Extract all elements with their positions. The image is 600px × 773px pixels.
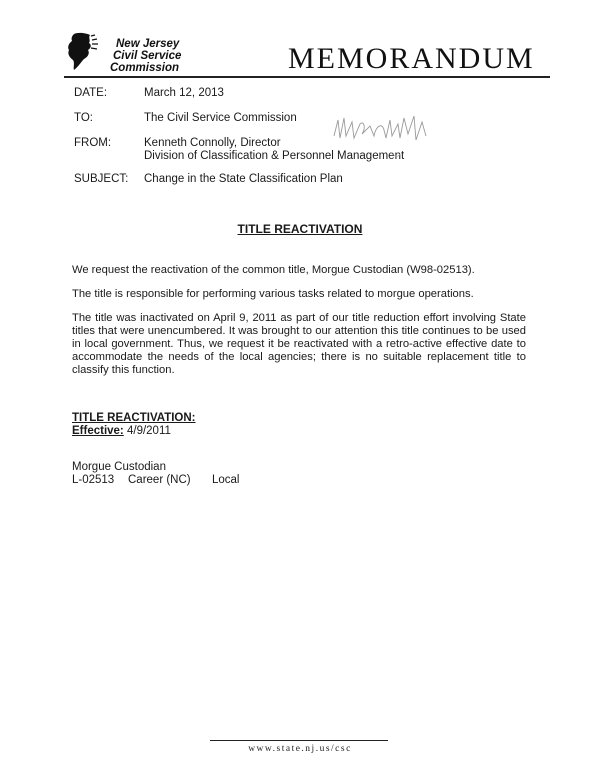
title-class: Career (NC) (128, 474, 191, 486)
paragraph-request: We request the reactivation of the common title, Morgue Custodian (W98-02513). (72, 264, 475, 276)
title-code-row (72, 473, 240, 487)
to-label: TO: (74, 112, 93, 124)
title-jurisdiction: Local (212, 474, 240, 486)
footer-divider (210, 740, 388, 741)
subject-label: SUBJECT: (74, 173, 129, 185)
effective-label: Effective: (72, 425, 124, 437)
subject-value: Change in the State Classification Plan (144, 173, 343, 185)
from-label: FROM: (74, 137, 112, 149)
header-divider (64, 76, 550, 78)
handwritten-signature (330, 112, 440, 164)
date-value: March 12, 2013 (144, 87, 224, 99)
effective-line (72, 424, 171, 438)
from-value-division: Division of Classification & Personnel Management (144, 150, 405, 162)
from-value-name: Kenneth Connolly, Director (144, 137, 281, 149)
effective-date: 4/9/2011 (123, 425, 171, 437)
title-code: L-02513 (72, 474, 115, 486)
org-name-line1: New Jersey (116, 38, 180, 50)
org-name (110, 38, 181, 74)
to-value: The Civil Service Commission (144, 112, 297, 124)
footer-url: www.state.nj.us/csc (248, 744, 352, 754)
org-name-line2: Civil Service (113, 50, 182, 62)
title-name: Morgue Custodian (72, 461, 166, 473)
section-heading: TITLE REACTIVATION: (72, 412, 196, 424)
paragraph-responsibility: The title is responsible for performing various tasks related to morgue operations. (72, 288, 474, 300)
paragraph-background: The title was inactivated on April 9, 2011 as part of our title reduction effort involving State titles that were unencumbered. It was brought to our attention this title continues to be used in local government. Thus, we request it be reactivated with a retro-active effective date to accommodate the needs of the local agencies; there is no suitable replacement title to classify this function. (72, 312, 526, 376)
org-name-line3: Commission (110, 62, 180, 74)
date-label: DATE: (74, 87, 108, 99)
memorandum-title: MEMORANDUM (288, 42, 535, 75)
document-heading: TITLE REACTIVATION (237, 222, 363, 236)
new-jersey-state-logo (64, 32, 108, 72)
